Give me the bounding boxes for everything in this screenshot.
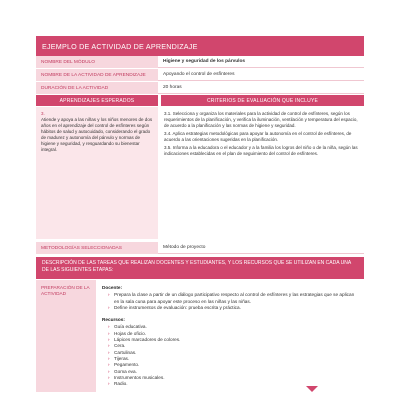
duration-label: DURACIÓN DE LA ACTIVIDAD	[36, 82, 158, 94]
criterion-item: 3.5. Informa a la educadora o el educador y a la familia los logros del niño o de la niña, según las indicaciones establecidas en el plan de seguimiento del control de esfínteres.	[164, 145, 358, 156]
recursos-list	[102, 324, 358, 387]
methodology-value: Método de proyecto	[158, 242, 364, 254]
tasks-description-band: DESCRIPCIÓN DE LAS TAREAS QUE REALIZAN DOCENTES Y ESTUDIANTES, Y LOS RECURSOS QUE SE UTILIZAN EN CADA UNA DE LAS SIGUIENTES ETAPAS:	[36, 257, 364, 279]
list-item: › Cera.	[108, 343, 358, 349]
expected-learning-cell	[36, 107, 158, 239]
list-item: › Hojas de oficio.	[108, 331, 358, 337]
expected-learning-heading: APRENDIZAJES ESPERADOS	[36, 95, 158, 106]
row-duration	[36, 82, 364, 94]
criterion-item: 3.4. Aplica estrategias metodológicas para apoyar la autonomía en el control de esfínteres, de acuerdo a las orientaciones sugeridas en la planificación.	[164, 131, 352, 142]
recursos-heading: Recursos:	[102, 317, 125, 323]
list-item: › Tijeras.	[108, 356, 358, 362]
row-activity-name	[36, 69, 364, 81]
row-module-name	[36, 56, 364, 68]
list-item: › Instrumentos musicales.	[108, 375, 358, 381]
list-item: › Goma eva.	[108, 369, 358, 375]
module-name-value: Higiene y seguridad de los párvulos	[158, 56, 364, 68]
criteria-cell	[158, 107, 364, 239]
activity-name-label: NOMBRE DE LA ACTIVIDAD DE APRENDIZAJE	[36, 69, 158, 81]
expectations-header	[36, 95, 364, 106]
learning-number: 3.	[41, 111, 45, 116]
list-item: › Define instrumentos de evaluación: prueba escrita y práctica.	[108, 305, 358, 311]
document-page	[36, 36, 364, 392]
module-name-label: NOMBRE DEL MÓDULO	[36, 56, 158, 68]
list-item: › Lápices marcadores de colores.	[108, 337, 358, 343]
list-item: › Radio.	[108, 381, 358, 387]
learning-criteria-block	[36, 107, 364, 239]
learning-text: Atiende y apoya a las niñas y los niños menores de dos años en el aprendizaje del control de esfínteres según hábitos de salud y autocuidado, considerando el grado de madurez y autonomía del párvulo y normas de higiene y seguridad, y resguardando su bienestar integral.	[41, 117, 153, 152]
docente-list	[102, 292, 358, 311]
preparation-content	[96, 280, 364, 392]
list-item: › Pegamento.	[108, 362, 358, 368]
row-methodology	[36, 242, 364, 254]
list-item: › Guía educativa.	[108, 324, 358, 330]
duration-value: 20 horas	[158, 82, 364, 94]
methodology-label: METODOLOGÍAS SELECCIONADAS	[36, 242, 158, 254]
continue-arrow-icon	[306, 386, 318, 392]
activity-title: EJEMPLO DE ACTIVIDAD DE APRENDIZAJE	[42, 42, 198, 51]
list-item: › Prepara la clase a partir de un diálogo participativo respecto al control de esfínteres y las estrategias que se aplican en la sala cuna para apoyar este proceso en las niñas y las niñas.	[108, 292, 358, 305]
activity-header	[36, 36, 364, 56]
activity-name-value: Apoyando el control de esfínteres	[158, 69, 364, 81]
criterion-item: 3.1. Selecciona y organiza los materiales para la actividad de control de esfínteres, según los requerimientos de la planificación, y verifica la iluminación, ventilación y temperatura del espacio, de acuerdo a la planificación y las normas de higiene y seguridad.	[164, 111, 358, 128]
preparation-section	[36, 280, 364, 392]
list-item: › Cartulinas.	[108, 350, 358, 356]
evaluation-criteria-heading: CRITERIOS DE EVALUACIÓN QUE INCLUYE	[161, 95, 364, 106]
docente-heading: Docente:	[102, 285, 123, 290]
preparation-label: PREPARACIÓN DE LA ACTIVIDAD	[36, 280, 96, 392]
